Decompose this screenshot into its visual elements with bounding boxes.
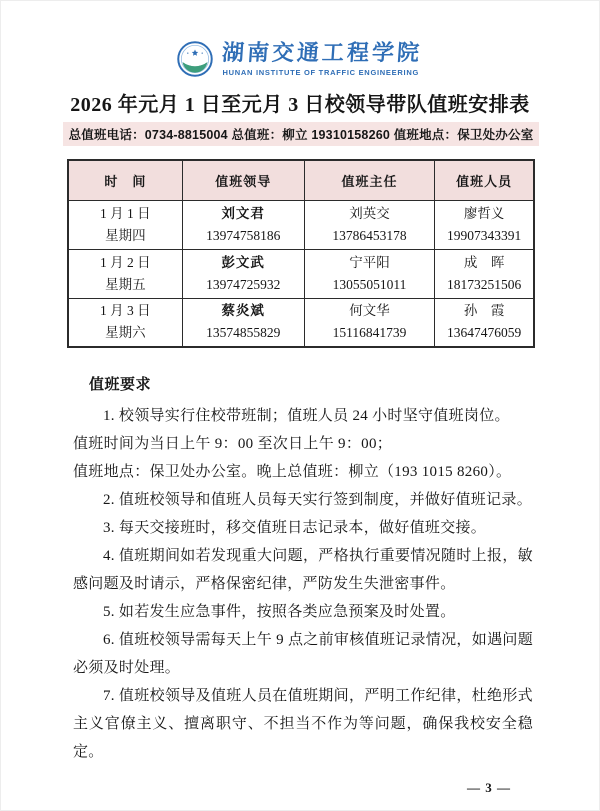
header-duty-staff: 值班人员 (435, 160, 534, 200)
table-row (68, 298, 534, 347)
leader-name: 蔡炎斌 (221, 303, 265, 319)
table-header-row (68, 160, 534, 200)
director-phone: 13786453178 (332, 227, 407, 243)
director-name: 宁平阳 (349, 254, 390, 270)
cell-leader (182, 249, 304, 298)
header-duty-leader: 值班领导 (182, 160, 304, 200)
date-text: 1 月 3 日 (100, 303, 151, 319)
cell-leader (182, 200, 304, 249)
cell-date (68, 298, 182, 347)
requirement-item: 4. 值班期间如若发现重大问题，严格执行重要情况随时上报，敏感问题及时请示，严格保密纪律，严防发生失泄密事件。 (73, 548, 533, 592)
date-text: 1 月 1 日 (100, 205, 151, 221)
director-phone: 13055051011 (332, 276, 407, 292)
cell-staff (435, 200, 534, 249)
leader-phone: 13974758186 (206, 227, 281, 243)
table-row (68, 200, 534, 249)
document-title: 2026 年元月 1 日至元月 3 日校领导带队值班安排表 (70, 94, 530, 116)
requirement-item: 1. 校领导实行住校带班制；值班人员 24 小时坚守值班岗位。 (103, 408, 510, 424)
cell-staff (435, 249, 534, 298)
cell-director (304, 249, 434, 298)
school-emblem-icon (177, 41, 213, 77)
requirement-item: 6. 值班校领导需每天上午 9 点之前审核值班记录情况，如遇问题必须及时处理。 (73, 632, 533, 676)
weekday-text: 星期六 (105, 325, 146, 341)
school-logo (1, 41, 599, 77)
school-name-block (222, 41, 422, 76)
director-phone: 15116841739 (332, 325, 407, 341)
cell-date (68, 200, 182, 249)
requirement-item: 5. 如若发生应急事件，按照各类应急预案及时处置。 (103, 604, 456, 620)
requirement-item: 2. 值班校领导和值班人员每天实行签到制度，并做好值班记录。 (103, 492, 533, 508)
requirement-item: 值班地点：保卫处办公室。晚上总值班：柳立（193 1015 8260）。 (73, 464, 512, 480)
cell-staff (435, 298, 534, 347)
duty-schedule-table (67, 159, 535, 348)
weekday-text: 星期五 (105, 276, 146, 292)
staff-phone: 19907343391 (446, 227, 522, 243)
leader-phone: 13574855829 (206, 325, 281, 341)
duty-requirements-section (73, 373, 533, 766)
director-name: 何文华 (349, 303, 390, 319)
header-time: 时 间 (68, 160, 182, 200)
requirements-heading: 值班要求 (89, 376, 152, 393)
leader-name: 刘文君 (221, 205, 265, 221)
cell-director (304, 200, 434, 249)
leader-name: 彭文武 (221, 254, 265, 270)
hotline-strip: 总值班电话：0734-8815004 总值班：柳立 19310158260 值班地点：保卫处办公室 (63, 122, 539, 146)
weekday-text: 星期四 (105, 227, 146, 243)
header-duty-director: 值班主任 (304, 160, 434, 200)
school-name-zh: 湖南交通工程学院 (221, 40, 424, 66)
requirement-item: 7. 值班校领导及值班人员在值班期间，严明工作纪律，杜绝形式主义官僚主义、擅离职守、不担当不作为等问题，确保我校安全稳定。 (73, 688, 533, 760)
date-text: 1 月 2 日 (100, 254, 151, 270)
director-name: 刘英交 (349, 205, 390, 221)
cell-date (68, 249, 182, 298)
table-row (68, 249, 534, 298)
staff-name: 成 晖 (463, 254, 505, 270)
school-name-en: HUNAN INSTITUTE OF TRAFFIC ENGINEERING (222, 67, 420, 77)
staff-name: 孙 霞 (463, 303, 505, 319)
cell-director (304, 298, 434, 347)
leader-phone: 13974725932 (206, 276, 281, 292)
staff-name: 廖哲义 (463, 205, 505, 221)
requirement-item: 值班时间为当日上午 9：00 至次日上午 9：00； (73, 436, 393, 452)
staff-phone: 18173251506 (446, 276, 522, 292)
requirement-item: 3. 每天交接班时，移交值班日志记录本，做好值班交接。 (103, 520, 487, 536)
page-number: — 3 — (467, 780, 511, 795)
staff-phone: 13647476059 (446, 325, 522, 341)
cell-leader (182, 298, 304, 347)
